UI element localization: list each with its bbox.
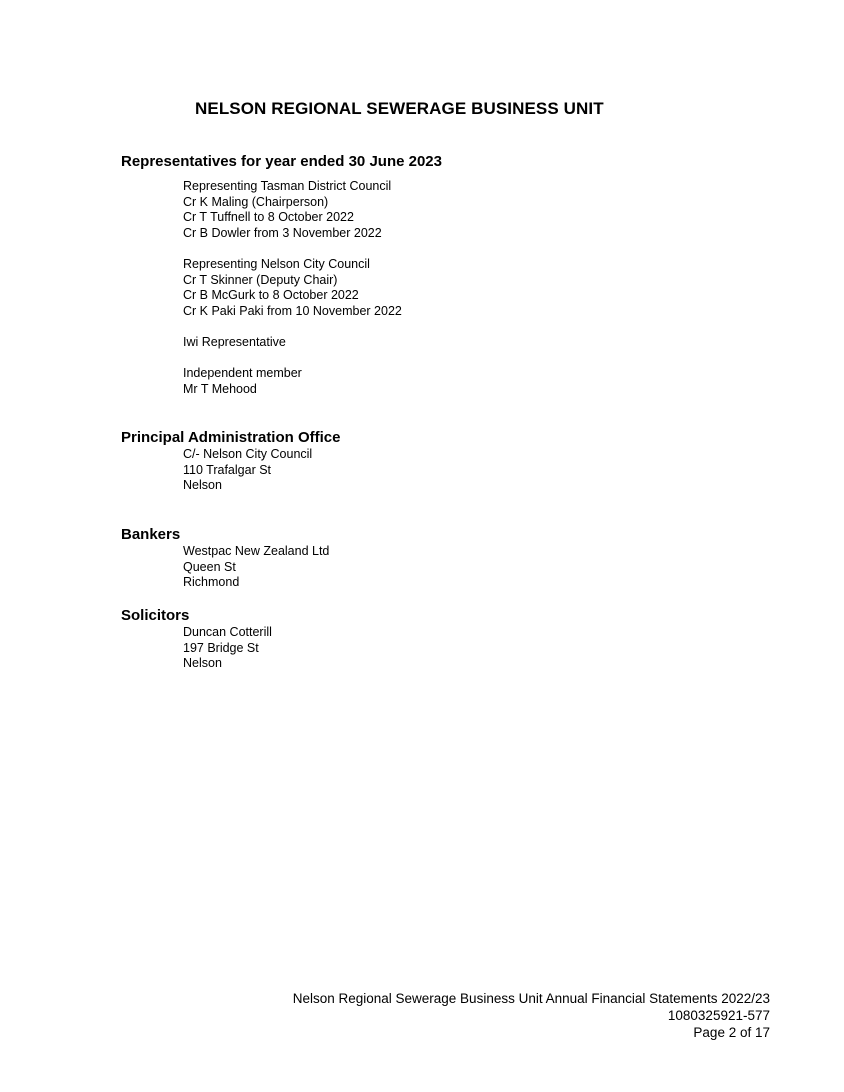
document-title: NELSON REGIONAL SEWERAGE BUSINESS UNIT [195,99,604,118]
iwi-representative [183,335,286,351]
independent-line: Mr T Mehood [183,381,257,396]
independent-line: Independent member [183,366,302,380]
footer-document-title: Nelson Regional Sewerage Business Unit Annual Financial Statements 2022/23 [292,991,770,1006]
address-line: Richmond [183,575,240,590]
independent-member [183,366,302,397]
address-line: Westpac New Zealand Ltd [183,544,330,558]
tasman-line: Cr T Tuffnell to 8 October 2022 [183,210,354,225]
footer-document-id: 1080325921-577 [667,1008,770,1023]
address-line: C/- Nelson City Council [183,447,313,461]
nelson-representatives [183,257,402,319]
tasman-line: Representing Tasman District Council [183,179,392,193]
nelson-line: Cr B McGurk to 8 October 2022 [183,288,359,303]
tasman-line: Cr K Maling (Chairperson) [183,194,329,209]
bankers-heading: Bankers [121,526,181,543]
tasman-representatives [183,179,391,241]
address-line: Queen St [183,559,236,574]
address-line: Duncan Cotterill [183,625,272,639]
address-line: Nelson [183,656,222,671]
address-line: 110 Trafalgar St [183,462,272,477]
principal-office-heading: Principal Administration Office [121,429,341,446]
address-line: 197 Bridge St [183,640,259,655]
address-line: Nelson [183,478,222,493]
nelson-line: Representing Nelson City Council [183,257,370,271]
principal-office-address [183,447,312,494]
bankers-address [183,544,329,591]
page-footer [293,990,770,1041]
tasman-line: Cr B Dowler from 3 November 2022 [183,225,382,240]
nelson-line: Cr T Skinner (Deputy Chair) [183,272,338,287]
representatives-heading: Representatives for year ended 30 June 2023 [121,153,442,170]
footer-page-number: Page 2 of 17 [693,1025,770,1040]
solicitors-heading: Solicitors [121,607,190,624]
solicitors-address [183,625,272,672]
iwi-line: Iwi Representative [183,335,286,349]
nelson-line: Cr K Paki Paki from 10 November 2022 [183,303,402,318]
